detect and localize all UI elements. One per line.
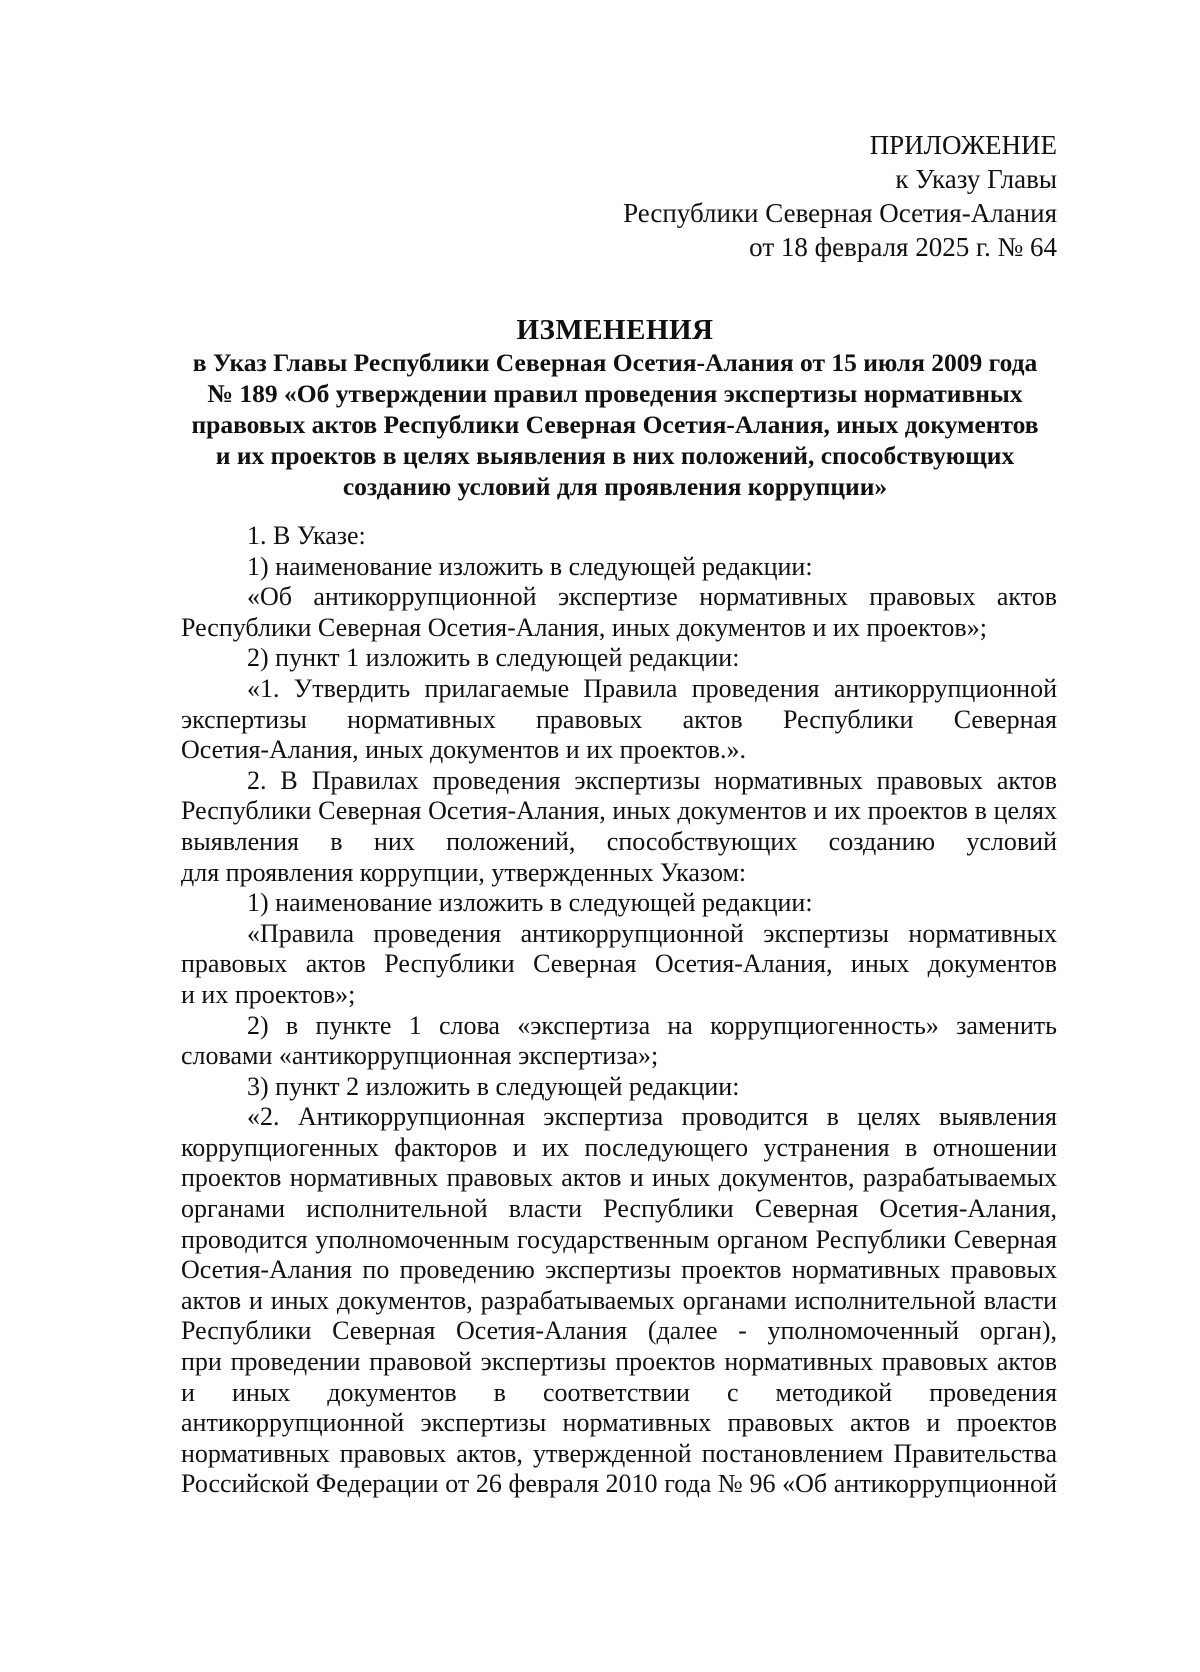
appendix-date-number: от 18 февраля 2025 г. № 64 [749,232,1057,262]
body-line: Российской Федерации от 26 февраля 2010 года № 96 «Об антикоррупционной [181,1469,1057,1499]
body-line: 1. В Указе: [247,521,366,550]
body-line: правовых актов Республики Северная Осетия-Алания, иных документов [181,949,1057,979]
body-line: актов и иных документов, разрабатываемых органами исполнительной власти [181,1285,1057,1315]
body-line: и их проектов»; [181,979,356,1009]
body-line: органами исполнительной власти Республики Северная Осетия-Алания, [181,1194,1057,1224]
document-subtitle [170,347,1060,502]
appendix-ref-line: к Указу Главы [895,164,1057,194]
body-line: 3) пункт 2 изложить в следующей редакции: [247,1071,740,1101]
body-line: Осетия-Алания, иных документов и их проектов.». [181,735,746,765]
body-line: «Правила проведения антикоррупционной экспертизы нормативных [247,918,1057,948]
subtitle-line: правовых актов Республики Северная Осетия-Алания, иных документов [191,410,1039,439]
body-line: экспертизы нормативных правовых актов Республики Северная [181,704,1057,734]
body-line: Республики Северная Осетия-Алания, иных документов и их проектов»; [181,612,987,642]
body-line: 2) пункт 1 изложить в следующей редакции: [247,643,740,673]
body-line: для проявления коррупции, утвержденных Указом: [181,857,747,887]
body-line: 1) наименование изложить в следующей редакции: [247,551,813,581]
body-line: при проведении правовой экспертизы проектов нормативных правовых актов [181,1347,1057,1377]
appendix-label: ПРИЛОЖЕНИЕ [869,130,1057,160]
document-body [181,521,1057,1500]
body-line: «1. Утвердить прилагаемые Правила проведения антикоррупционной [247,673,1057,703]
body-line: 2. В Правилах проведения экспертизы нормативных правовых актов [247,765,1057,795]
subtitle-line: созданию условий для проявления коррупции» [342,472,888,501]
document-title: ИЗМЕНЕНИЯ [516,314,714,346]
body-line: и иных документов в соответствии с методикой проведения [181,1377,1057,1407]
body-line: Республики Северная Осетия-Алания (далее - уполномоченный орган), [181,1316,1057,1346]
title-block [170,313,1060,502]
body-line: антикоррупционной экспертизы нормативных правовых актов и проектов [181,1408,1057,1438]
body-line: нормативных правовых актов, утвержденной постановлением Правительства [181,1438,1057,1468]
body-line: коррупциогенных факторов и их последующего устранения в отношении [181,1132,1057,1162]
body-line: проводится уполномоченным государственным органом Республики Северная [181,1224,1057,1254]
appendix-header [560,128,1057,264]
body-line: проектов нормативных правовых актов и иных документов, разрабатываемых [181,1163,1057,1193]
body-line: «2. Антикоррупционная экспертиза проводится в целях выявления [247,1102,1057,1132]
body-line: 1) наименование изложить в следующей редакции: [247,888,813,918]
body-line: Республики Северная Осетия-Алания, иных документов и их проектов в целях [181,796,1057,826]
body-line: «Об антикоррупционной экспертизе нормативных правовых актов [247,582,1057,612]
subtitle-line: и их проектов в целях выявления в них положений, способствующих [215,441,1015,470]
body-line: словами «антикоррупционная экспертиза»; [181,1041,659,1071]
body-line: 2) в пункте 1 слова «экспертиза на коррупциогенность» заменить [247,1010,1057,1040]
body-line: Осетия-Алания по проведению экспертизы проектов нормативных правовых [181,1255,1057,1285]
body-line: выявления в них положений, способствующих созданию условий [181,826,1057,856]
subtitle-line: № 189 «Об утверждении правил проведения экспертизы нормативных [207,379,1023,408]
appendix-republic-line: Республики Северная Осетия-Алания [623,198,1057,228]
subtitle-line: в Указ Главы Республики Северная Осетия-Алания от 15 июля 2009 года [192,348,1038,377]
